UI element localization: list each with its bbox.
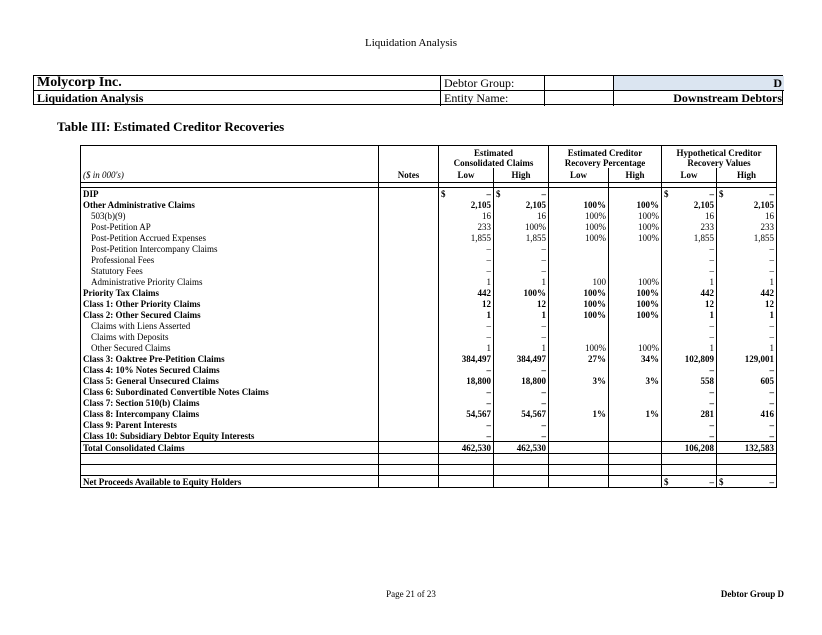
value-high-cell: 442 [717, 287, 777, 298]
column-subheader [81, 168, 777, 183]
value-high-cell: 605 [717, 375, 777, 386]
row-label: Post-Petition Intercompany Claims [81, 243, 379, 254]
value-low-cell: 1 [662, 276, 717, 287]
empty-cell [549, 454, 609, 465]
value-high-cell: – [717, 331, 777, 342]
table-row [81, 320, 777, 331]
pct-low-cell [549, 254, 609, 265]
group-claims-header: Estimated Consolidated Claims [439, 146, 549, 169]
value-low-cell: – [662, 364, 717, 375]
claims-high-cell: – [494, 331, 549, 342]
row-label: Priority Tax Claims [81, 287, 379, 298]
notes-cell [379, 232, 439, 243]
claims-high-cell: – [494, 254, 549, 265]
currency-symbol: $ [664, 188, 669, 199]
footer-group: Debtor Group D [720, 589, 784, 599]
claims-low-cell: 1 [439, 276, 494, 287]
claims-low-cell: 18,800 [439, 375, 494, 386]
pct-high-cell: 100% [609, 287, 662, 298]
entity-label: Entity Name: [441, 91, 545, 106]
claims-low-cell: – [439, 419, 494, 430]
empty-cell [549, 465, 609, 476]
value-high-cell: 1 [717, 276, 777, 287]
claims-low-cell: 12 [439, 298, 494, 309]
value-high-cell: 12 [717, 298, 777, 309]
claims-high-cell: – [494, 386, 549, 397]
claims-high-cell: – [494, 243, 549, 254]
pct-high-header: High [609, 168, 662, 183]
pct-low-cell [549, 397, 609, 408]
group-values-header: Hypothetical Creditor Recovery Values [662, 146, 777, 169]
currency-symbol: $ [719, 476, 724, 487]
claims-high-cell: 12 [494, 298, 549, 309]
pct-low-cell [549, 430, 609, 442]
claims-high-cell: 384,497 [494, 353, 549, 364]
value-low-cell: – [662, 397, 717, 408]
header-box [33, 75, 783, 105]
row-label: Statutory Fees [81, 265, 379, 276]
pct-low-cell [549, 265, 609, 276]
value-low-cell: 16 [662, 210, 717, 221]
claims-high-cell: 1 [494, 276, 549, 287]
claims-low-cell [439, 188, 494, 200]
pct-low-cell: 100% [549, 342, 609, 353]
table-row [81, 419, 777, 430]
notes-cell [379, 243, 439, 254]
empty-cell [717, 454, 777, 465]
row-label: Claims with Liens Asserted [81, 320, 379, 331]
claims-low-header: Low [439, 168, 494, 183]
table-row [81, 408, 777, 419]
net-proceeds-row [81, 476, 777, 488]
notes-cell [379, 309, 439, 320]
value-low-cell: 1,855 [662, 232, 717, 243]
value-high-cell: – [717, 397, 777, 408]
pct-high-cell [609, 243, 662, 254]
row-label: Class 1: Other Priority Claims [81, 298, 379, 309]
notes-cell [379, 364, 439, 375]
value-low-cell: – [662, 254, 717, 265]
spacer-row [81, 465, 777, 476]
value-low-cell: – [662, 386, 717, 397]
value-low-cell: 233 [662, 221, 717, 232]
pct-low-cell: 100% [549, 298, 609, 309]
claims-low-cell: – [439, 430, 494, 442]
pct-high-cell [609, 320, 662, 331]
claims-low-cell: 442 [439, 287, 494, 298]
cell-value: – [486, 188, 491, 199]
row-label: Class 10: Subsidiary Debtor Equity Interests [81, 430, 379, 442]
empty-cell [494, 454, 549, 465]
value-high-cell: 1 [717, 342, 777, 353]
notes-cell [379, 419, 439, 430]
claims-low-cell: 16 [439, 210, 494, 221]
value-high-cell: – [717, 430, 777, 442]
pct-low-cell: 100% [549, 287, 609, 298]
row-label: Class 2: Other Secured Claims [81, 309, 379, 320]
notes-header: Notes [379, 168, 439, 183]
row-label: Class 7: Section 510(b) Claims [81, 397, 379, 408]
notes-cell [379, 221, 439, 232]
cell-value: – [541, 188, 546, 199]
claims-high-cell: – [494, 397, 549, 408]
value-high-cell: – [717, 320, 777, 331]
pct-low-cell: 100% [549, 199, 609, 210]
header-subtitle: Liquidation Analysis [34, 91, 441, 106]
value-high-cell: 1,855 [717, 232, 777, 243]
pct-high-cell [609, 254, 662, 265]
pct-high-cell [609, 419, 662, 430]
value-high-cell: – [717, 364, 777, 375]
claims-low-cell: – [439, 265, 494, 276]
claims-high-cell: 1 [494, 342, 549, 353]
table-row [81, 430, 777, 442]
value-high-cell: 16 [717, 210, 777, 221]
value-low-cell [662, 188, 717, 200]
table-row [81, 243, 777, 254]
value-low-cell: 442 [662, 287, 717, 298]
row-label: Class 9: Parent Interests [81, 419, 379, 430]
value-low-cell: 2,105 [662, 199, 717, 210]
empty-cell [81, 454, 379, 465]
pct-high-cell: 100% [609, 298, 662, 309]
row-label: Professional Fees [81, 254, 379, 265]
total-value-high: 132,583 [717, 442, 777, 454]
row-label: Post-Petition Accrued Expenses [81, 232, 379, 243]
pct-low-cell: 27% [549, 353, 609, 364]
pct-low-cell [549, 331, 609, 342]
table-row [81, 232, 777, 243]
value-high-cell: – [717, 419, 777, 430]
header-blank-cell [545, 76, 614, 91]
pct-high-cell [609, 430, 662, 442]
value-low-cell: 1 [662, 309, 717, 320]
table-row [81, 342, 777, 353]
value-low-cell: – [662, 265, 717, 276]
claims-low-cell: – [439, 331, 494, 342]
value-high-cell: – [717, 265, 777, 276]
notes-cell [379, 430, 439, 442]
pct-low-cell [549, 419, 609, 430]
total-pct-low [549, 442, 609, 454]
value-low-cell: 558 [662, 375, 717, 386]
pct-high-cell [609, 265, 662, 276]
pct-high-cell: 100% [609, 210, 662, 221]
table-row [81, 364, 777, 375]
pct-high-cell: 1% [609, 408, 662, 419]
pct-high-cell [609, 364, 662, 375]
notes-cell [379, 254, 439, 265]
empty-cell [549, 476, 609, 488]
table-row [81, 221, 777, 232]
claims-low-cell: – [439, 364, 494, 375]
table-row [81, 188, 777, 200]
table-row [81, 210, 777, 221]
empty-cell [439, 454, 494, 465]
table-row [81, 254, 777, 265]
claims-low-cell: 54,567 [439, 408, 494, 419]
value-low-cell: 1 [662, 342, 717, 353]
claims-high-cell: – [494, 320, 549, 331]
value-low-cell: – [662, 419, 717, 430]
row-label: Class 6: Subordinated Convertible Notes Claims [81, 386, 379, 397]
pct-low-cell: 3% [549, 375, 609, 386]
value-low-cell: 102,809 [662, 353, 717, 364]
pct-high-cell: 3% [609, 375, 662, 386]
claims-high-cell: 2,105 [494, 199, 549, 210]
empty-cell [439, 465, 494, 476]
claims-low-cell: – [439, 243, 494, 254]
row-label: Class 4: 10% Notes Secured Claims [81, 364, 379, 375]
empty-cell [494, 465, 549, 476]
total-pct-high [609, 442, 662, 454]
row-label: DIP [81, 188, 379, 200]
claims-low-cell: – [439, 386, 494, 397]
empty-cell [379, 465, 439, 476]
value-high-cell: 233 [717, 221, 777, 232]
pct-high-cell [609, 188, 662, 200]
row-label: Post-Petition AP [81, 221, 379, 232]
column-group-header [81, 146, 777, 169]
empty-cell [609, 454, 662, 465]
pct-high-cell [609, 331, 662, 342]
net-value-low [662, 476, 717, 488]
notes-cell [379, 442, 439, 454]
pct-high-cell [609, 397, 662, 408]
value-low-cell: – [662, 243, 717, 254]
pct-high-cell: 100% [609, 276, 662, 287]
claims-low-cell: 1 [439, 309, 494, 320]
claims-low-cell: 233 [439, 221, 494, 232]
claims-high-cell: 16 [494, 210, 549, 221]
notes-cell [379, 320, 439, 331]
table-row [81, 199, 777, 210]
claims-low-cell: 1 [439, 342, 494, 353]
pct-low-cell [549, 386, 609, 397]
cell-value: – [709, 476, 714, 487]
claims-low-cell: – [439, 397, 494, 408]
notes-cell [379, 265, 439, 276]
row-label: Administrative Priority Claims [81, 276, 379, 287]
notes-cell [379, 331, 439, 342]
claims-high-header: High [494, 168, 549, 183]
page-title: Liquidation Analysis [365, 37, 457, 49]
net-label: Net Proceeds Available to Equity Holders [81, 476, 379, 488]
row-label: Other Administrative Claims [81, 199, 379, 210]
notes-cell [379, 287, 439, 298]
row-label: Class 8: Intercompany Claims [81, 408, 379, 419]
debtor-group-label: Debtor Group: [441, 76, 545, 91]
claims-high-cell: 1,855 [494, 232, 549, 243]
pct-low-cell: 100% [549, 232, 609, 243]
claims-high-cell: – [494, 364, 549, 375]
value-high-cell: 1 [717, 309, 777, 320]
pct-low-cell: 1% [549, 408, 609, 419]
row-label: Class 3: Oaktree Pre-Petition Claims [81, 353, 379, 364]
notes-cell [379, 386, 439, 397]
total-row [81, 442, 777, 454]
table-title: Table III: Estimated Creditor Recoveries [57, 119, 285, 134]
pct-low-cell [549, 320, 609, 331]
pct-low-cell: 100% [549, 309, 609, 320]
cell-value: – [769, 188, 774, 199]
pct-high-cell: 100% [609, 221, 662, 232]
pct-high-cell: 100% [609, 342, 662, 353]
currency-symbol: $ [719, 188, 724, 199]
empty-cell [717, 465, 777, 476]
pct-low-cell: 100% [549, 210, 609, 221]
pct-high-cell: 100% [609, 309, 662, 320]
table-row [81, 375, 777, 386]
value-low-cell: 12 [662, 298, 717, 309]
value-high-cell: – [717, 386, 777, 397]
pct-low-cell [549, 188, 609, 200]
debtor-group-value: D [614, 76, 784, 91]
page-number: Page 21 of 23 [386, 589, 436, 599]
row-label: Other Secured Claims [81, 342, 379, 353]
notes-cell [379, 397, 439, 408]
claims-low-cell: 1,855 [439, 232, 494, 243]
value-low-cell: 281 [662, 408, 717, 419]
notes-cell [379, 276, 439, 287]
notes-cell [379, 375, 439, 386]
empty-cell [662, 454, 717, 465]
table-row [81, 287, 777, 298]
currency-symbol: $ [664, 476, 669, 487]
notes-cell [379, 199, 439, 210]
company-name: Molycorp Inc. [34, 76, 441, 91]
cell-value: – [709, 188, 714, 199]
notes-cell [379, 188, 439, 200]
spacer-row [81, 454, 777, 465]
claims-low-cell: 2,105 [439, 199, 494, 210]
units-label: ($ in 000's) [81, 168, 379, 183]
claims-high-cell [494, 188, 549, 200]
empty-cell [81, 465, 379, 476]
empty-cell [439, 476, 494, 488]
claims-high-cell: 18,800 [494, 375, 549, 386]
table-row [81, 265, 777, 276]
claims-high-cell: 54,567 [494, 408, 549, 419]
total-claims-high: 462,530 [494, 442, 549, 454]
pct-high-cell: 100% [609, 199, 662, 210]
currency-symbol: $ [441, 188, 446, 199]
claims-high-cell: – [494, 419, 549, 430]
notes-cell [379, 298, 439, 309]
table-row [81, 309, 777, 320]
notes-cell [379, 353, 439, 364]
table-row [81, 397, 777, 408]
claims-high-cell: 100% [494, 221, 549, 232]
claims-high-cell: 100% [494, 287, 549, 298]
empty-cell [379, 476, 439, 488]
value-low-cell: – [662, 331, 717, 342]
claims-high-cell: – [494, 265, 549, 276]
pct-high-cell: 34% [609, 353, 662, 364]
cell-value: – [769, 476, 774, 487]
value-high-cell: 129,001 [717, 353, 777, 364]
value-high-cell: – [717, 243, 777, 254]
recoveries-table [80, 145, 777, 488]
pct-low-cell [549, 364, 609, 375]
claims-low-cell: – [439, 254, 494, 265]
table-row [81, 276, 777, 287]
claims-low-cell: 384,497 [439, 353, 494, 364]
header-blank-cell [545, 91, 614, 106]
table-row [81, 331, 777, 342]
value-low-cell: – [662, 320, 717, 331]
group-percentage-header: Estimated Creditor Recovery Percentage [549, 146, 662, 169]
pct-low-header: Low [549, 168, 609, 183]
total-label: Total Consolidated Claims [81, 442, 379, 454]
notes-cell [379, 342, 439, 353]
claims-high-cell: 1 [494, 309, 549, 320]
val-high-header: High [717, 168, 777, 183]
entity-value: Downstream Debtors [673, 91, 782, 105]
row-label: Claims with Deposits [81, 331, 379, 342]
pct-low-cell [549, 243, 609, 254]
value-high-cell: – [717, 254, 777, 265]
table-row [81, 386, 777, 397]
table-row [81, 298, 777, 309]
empty-cell [609, 465, 662, 476]
claims-high-cell: – [494, 430, 549, 442]
empty-cell [494, 476, 549, 488]
net-value-high [717, 476, 777, 488]
currency-symbol: $ [496, 188, 501, 199]
value-low-cell: – [662, 430, 717, 442]
row-label: 503(b)(9) [81, 210, 379, 221]
notes-cell [379, 408, 439, 419]
pct-high-cell: 100% [609, 232, 662, 243]
empty-cell [662, 465, 717, 476]
claims-low-cell: – [439, 320, 494, 331]
row-label: Class 5: General Unsecured Claims [81, 375, 379, 386]
value-high-cell [717, 188, 777, 200]
value-high-cell: 416 [717, 408, 777, 419]
val-low-header: Low [662, 168, 717, 183]
empty-cell [609, 476, 662, 488]
value-high-cell: 2,105 [717, 199, 777, 210]
total-value-low: 106,208 [662, 442, 717, 454]
total-claims-low: 462,530 [439, 442, 494, 454]
table-row [81, 353, 777, 364]
pct-high-cell [609, 386, 662, 397]
empty-cell [379, 454, 439, 465]
pct-low-cell: 100 [549, 276, 609, 287]
pct-low-cell: 100% [549, 221, 609, 232]
notes-cell [379, 210, 439, 221]
